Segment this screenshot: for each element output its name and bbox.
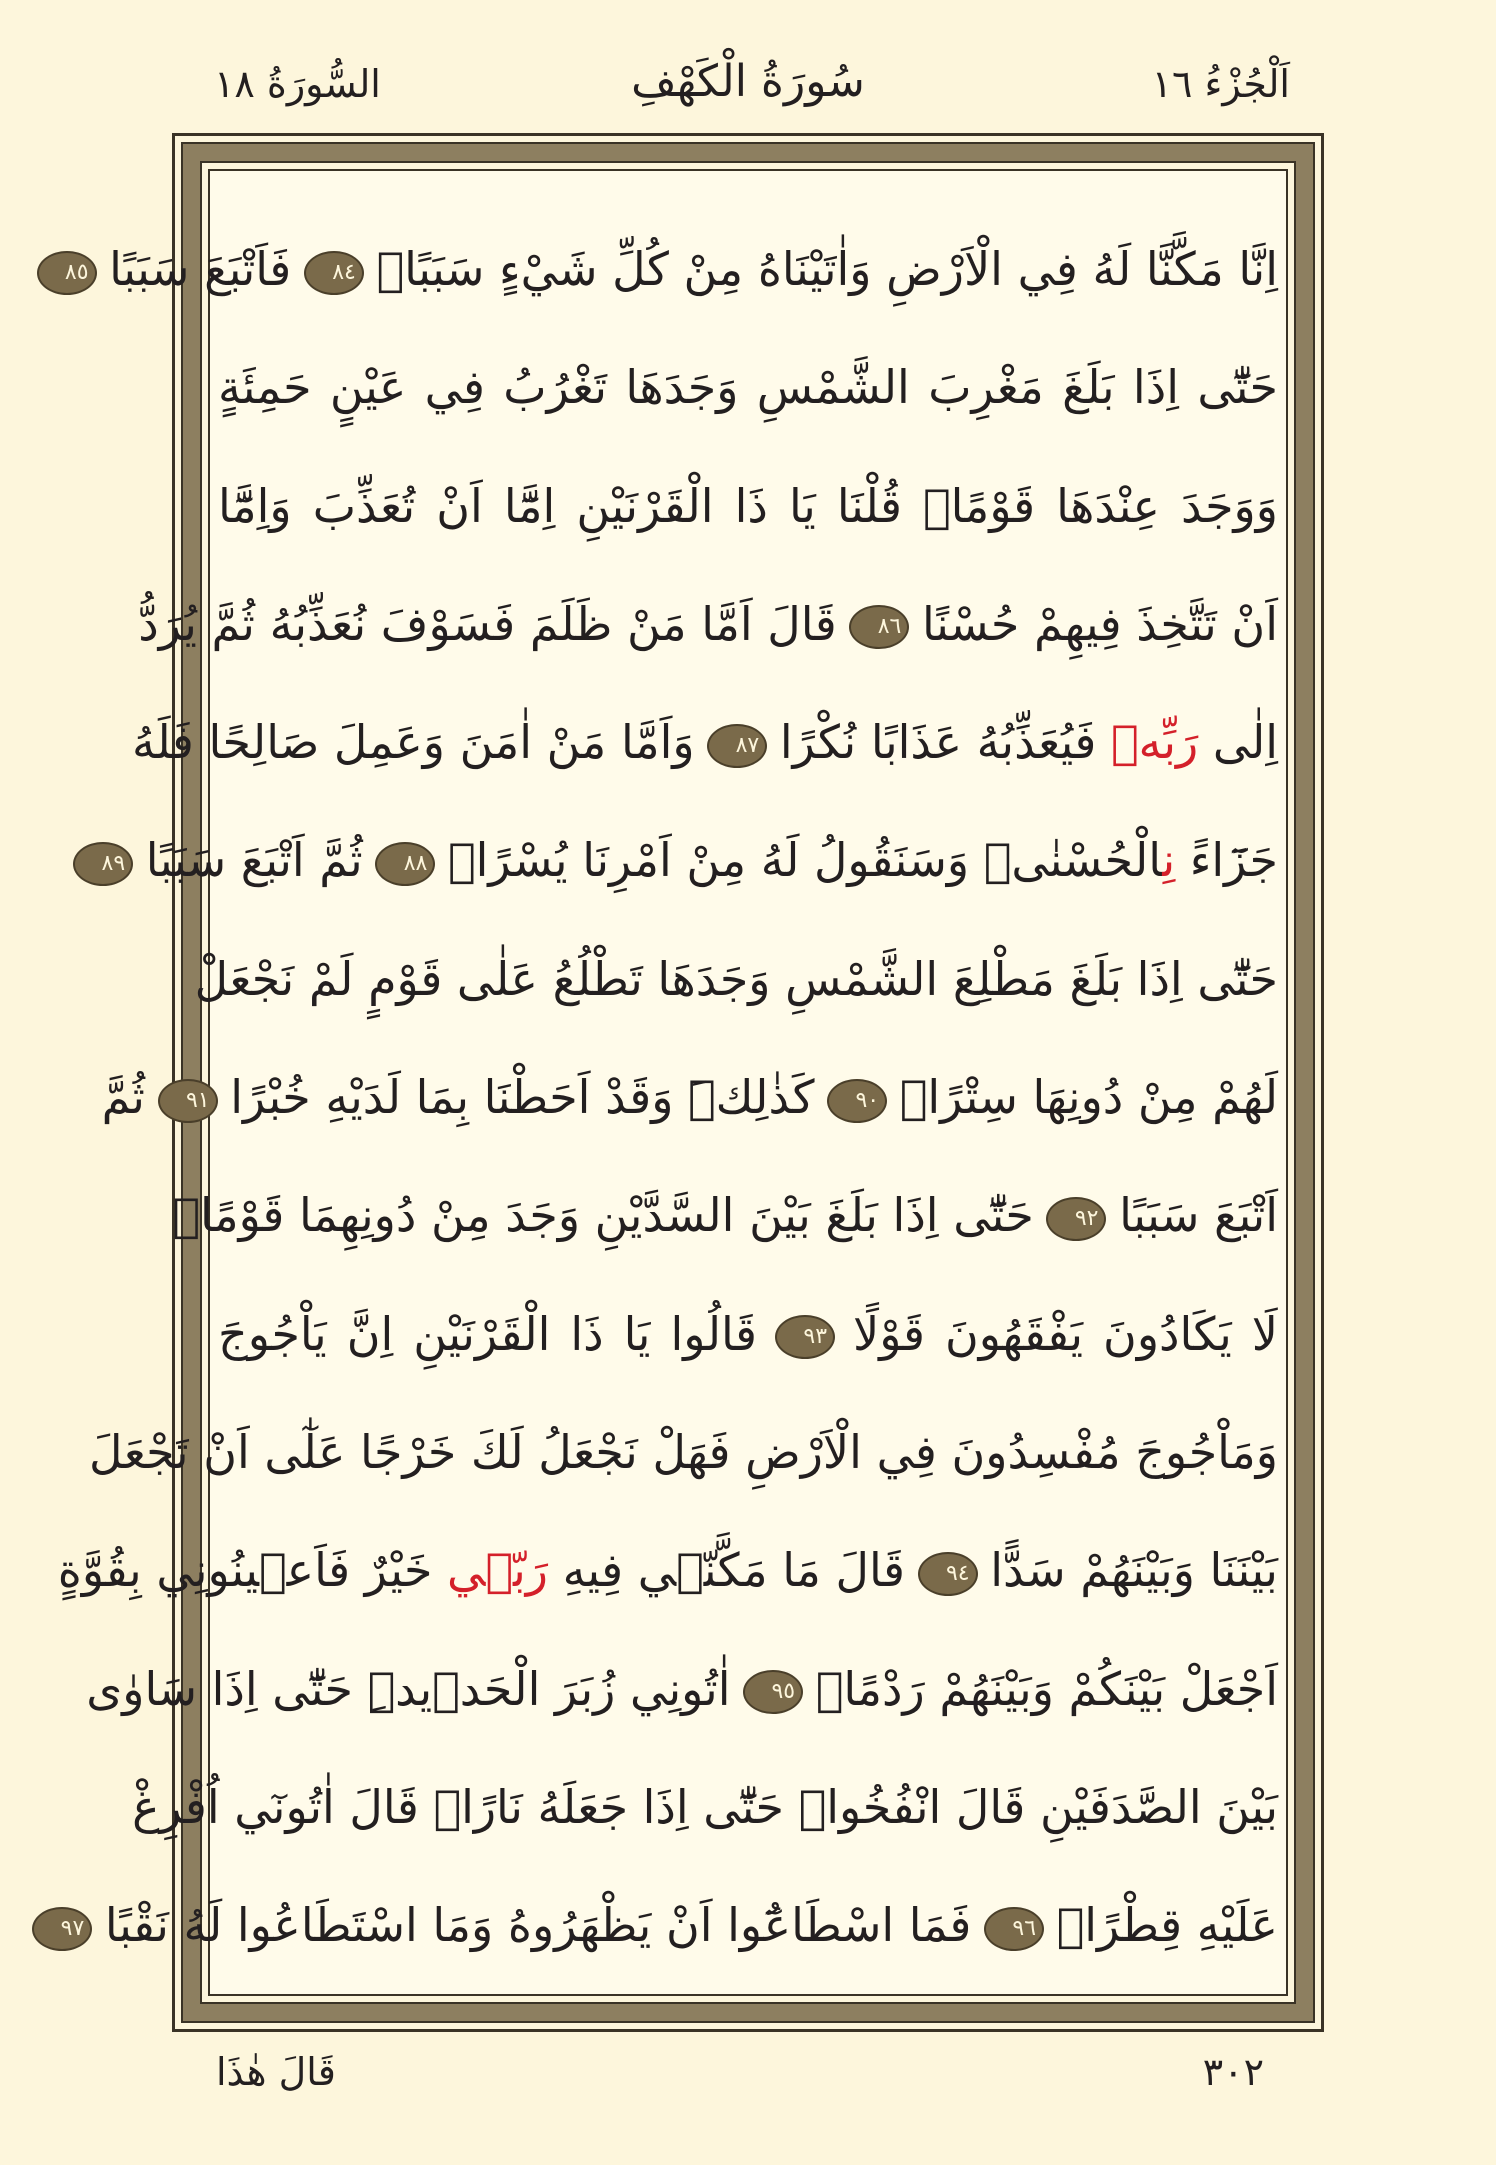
ayah-number-marker: ٩٥ — [745, 1672, 801, 1712]
text-line — [218, 447, 1278, 565]
ayah-number-marker: ٩٦ — [986, 1909, 1042, 1949]
verse-text: قَالُوا يَا ذَا الْقَرْنَيْنِ اِنَّ يَاْجُوجَ — [218, 1306, 778, 1361]
verse-text: خَيْرٌ فَاَع۪ينُونِي بِقُوَّةٍ — [57, 1543, 448, 1598]
verse-text: لَا يَكَادُونَ يَفْقَهُونَ قَوْلًا — [833, 1306, 1278, 1361]
verse-text: وَوَجَدَ عِنْدَهَا قَوْمًاۜ قُلْنَا يَا ذَا الْقَرْنَيْنِ اِمَّٓا اَنْ تُعَذِّبَ وَاِمَّٓا — [218, 478, 1278, 533]
ayah-number-marker: ٨٧ — [709, 726, 765, 766]
text-line — [131, 683, 1278, 801]
catchword: قَالَ هٰذَا — [216, 2050, 336, 2094]
ayah-number-marker: ٩٠ — [829, 1081, 885, 1121]
text-line — [86, 1630, 1278, 1748]
verse-text: حَتّٰٓى اِذَا بَلَغَ مَغْرِبَ الشَّمْسِ وَجَدَهَا تَغْرُبُ فِي عَيْنٍ حَمِئَةٍ — [218, 360, 1278, 415]
ayah-number-marker: ٩٤ — [920, 1554, 976, 1594]
text-line — [64, 210, 1278, 328]
ayah-number-marker: ٩٢ — [1048, 1199, 1104, 1239]
verse-text: ثُمَّ اَتْبَعَ سَبَبًا — [131, 833, 378, 888]
verse-text: وَاَمَّا مَنْ اٰمَنَ وَعَمِلَ صَالِحًا فَلَهُ — [131, 715, 710, 770]
ayah-number-marker: ٨٦ — [851, 607, 907, 647]
verse-text: عَلَيْهِ قِطْرًاۜ — [1042, 1898, 1278, 1953]
highlighted-word: رَبّ۪ي — [447, 1543, 548, 1598]
verse-text: كَذٰلِكَۜ وَقَدْ اَحَطْنَا بِمَا لَدَيْهِ خُبْرًا — [215, 1070, 830, 1125]
verse-text: اَتْبَعَ سَبَبًا — [1104, 1188, 1278, 1243]
verse-text: الْحُسْنٰىۚ وَسَنَقُولُ لَهُ مِنْ اَمْرِنَا يُسْرًاۜ — [433, 833, 1163, 888]
quran-text-block — [57, 210, 1278, 1985]
text-line — [138, 565, 1278, 683]
text-line — [60, 1866, 1278, 1984]
surah-number-label: السُّورَةُ ١٨ — [214, 62, 381, 106]
verse-text: وَمَاْجُوجَ مُفْسِدُونَ فِي الْاَرْضِ فَهَلْ نَجْعَلُ لَكَ خَرْجًا عَلٰٓى اَنْ تَجْعَلَ — [89, 1424, 1278, 1479]
verse-text: جَزَٓاءً — [1175, 833, 1278, 888]
verse-text: اِلٰى — [1198, 715, 1278, 770]
verse-text: اَجْعَلْ بَيْنَكُمْ وَبَيْنَهُمْ رَدْمًاۙ — [801, 1661, 1278, 1716]
text-line — [101, 801, 1278, 919]
ayah-number-marker: ٩١ — [160, 1081, 216, 1121]
verse-text: قَالَ اَمَّا مَنْ ظَلَمَ فَسَوْفَ نُعَذِّبُهُ ثُمَّ يُرَدُّ — [138, 596, 852, 651]
ayah-number-marker: ٨٤ — [306, 253, 362, 293]
surah-title: سُورَةُ الْكَهْفِ — [631, 56, 865, 107]
text-line — [101, 1038, 1278, 1156]
ayah-number-marker: ٨٨ — [377, 844, 433, 884]
text-line — [172, 1156, 1278, 1274]
text-line — [194, 920, 1278, 1038]
page-number: ٣٠٢ — [1202, 2050, 1264, 2094]
verse-text: لَهُمْ مِنْ دُونِهَا سِتْرًاۙ — [885, 1070, 1278, 1125]
ayah-number-marker: ٩٣ — [777, 1317, 833, 1357]
verse-text: اٰتُونِي زُبَرَ الْحَد۪يدِۜ حَتّٰٓى اِذَا سَاوٰى — [86, 1661, 746, 1716]
text-line — [132, 1748, 1278, 1866]
verse-text: قَالَ مَا مَكَّنّ۪ي فِيهِ — [548, 1543, 920, 1598]
verse-text: بَيْنَ الصَّدَفَيْنِ قَالَ انْفُخُواۜ حَتّٰٓى اِذَا جَعَلَهُ نَارًاۙ قَالَ اٰتُونٓي اُفْرِغْ — [132, 1779, 1278, 1834]
verse-text: فَيُعَذِّبُهُ عَذَابًا نُكْرًا — [765, 715, 1111, 770]
verse-text: اِنَّا مَكَّنَّا لَهُ فِي الْاَرْضِ وَاٰتَيْنَاهُ مِنْ كُلِّ شَيْءٍ سَبَبًاۙ — [361, 242, 1278, 296]
verse-text: ثُمَّ — [101, 1070, 160, 1125]
text-line — [57, 1511, 1278, 1629]
ayah-number-marker: ٩٧ — [34, 1909, 90, 1949]
ayah-number-marker: ٨٥ — [39, 253, 95, 293]
verse-text: اَنْ تَتَّخِذَ فِيهِمْ حُسْنًا — [907, 596, 1278, 651]
highlighted-word: نِ — [1162, 833, 1176, 888]
text-line — [218, 328, 1278, 446]
ayah-number-marker: ٨٩ — [75, 844, 131, 884]
verse-text: فَمَا اسْطَاعُٓوا اَنْ يَظْهَرُوهُ وَمَا اسْتَطَاعُوا لَهُ نَقْبًا — [90, 1898, 987, 1953]
verse-text: بَيْنَنَا وَبَيْنَهُمْ سَدًّا — [975, 1543, 1278, 1598]
text-line — [218, 1275, 1278, 1393]
verse-text: فَاَتْبَعَ سَبَبًا — [94, 242, 306, 296]
text-line — [89, 1393, 1278, 1511]
verse-text: حَتّٰٓى اِذَا بَلَغَ بَيْنَ السَّدَّيْنِ وَجَدَ مِنْ دُونِهِمَا قَوْمًاۙ — [172, 1188, 1049, 1243]
highlighted-word: رَبِّهٖ — [1110, 715, 1199, 770]
juz-label: اَلْجُزْءُ ١٦ — [1151, 62, 1290, 106]
verse-text: حَتّٰٓى اِذَا بَلَغَ مَطْلِعَ الشَّمْسِ وَجَدَهَا تَطْلُعُ عَلٰى قَوْمٍ لَمْ نَجْعَلْ — [194, 951, 1278, 1006]
